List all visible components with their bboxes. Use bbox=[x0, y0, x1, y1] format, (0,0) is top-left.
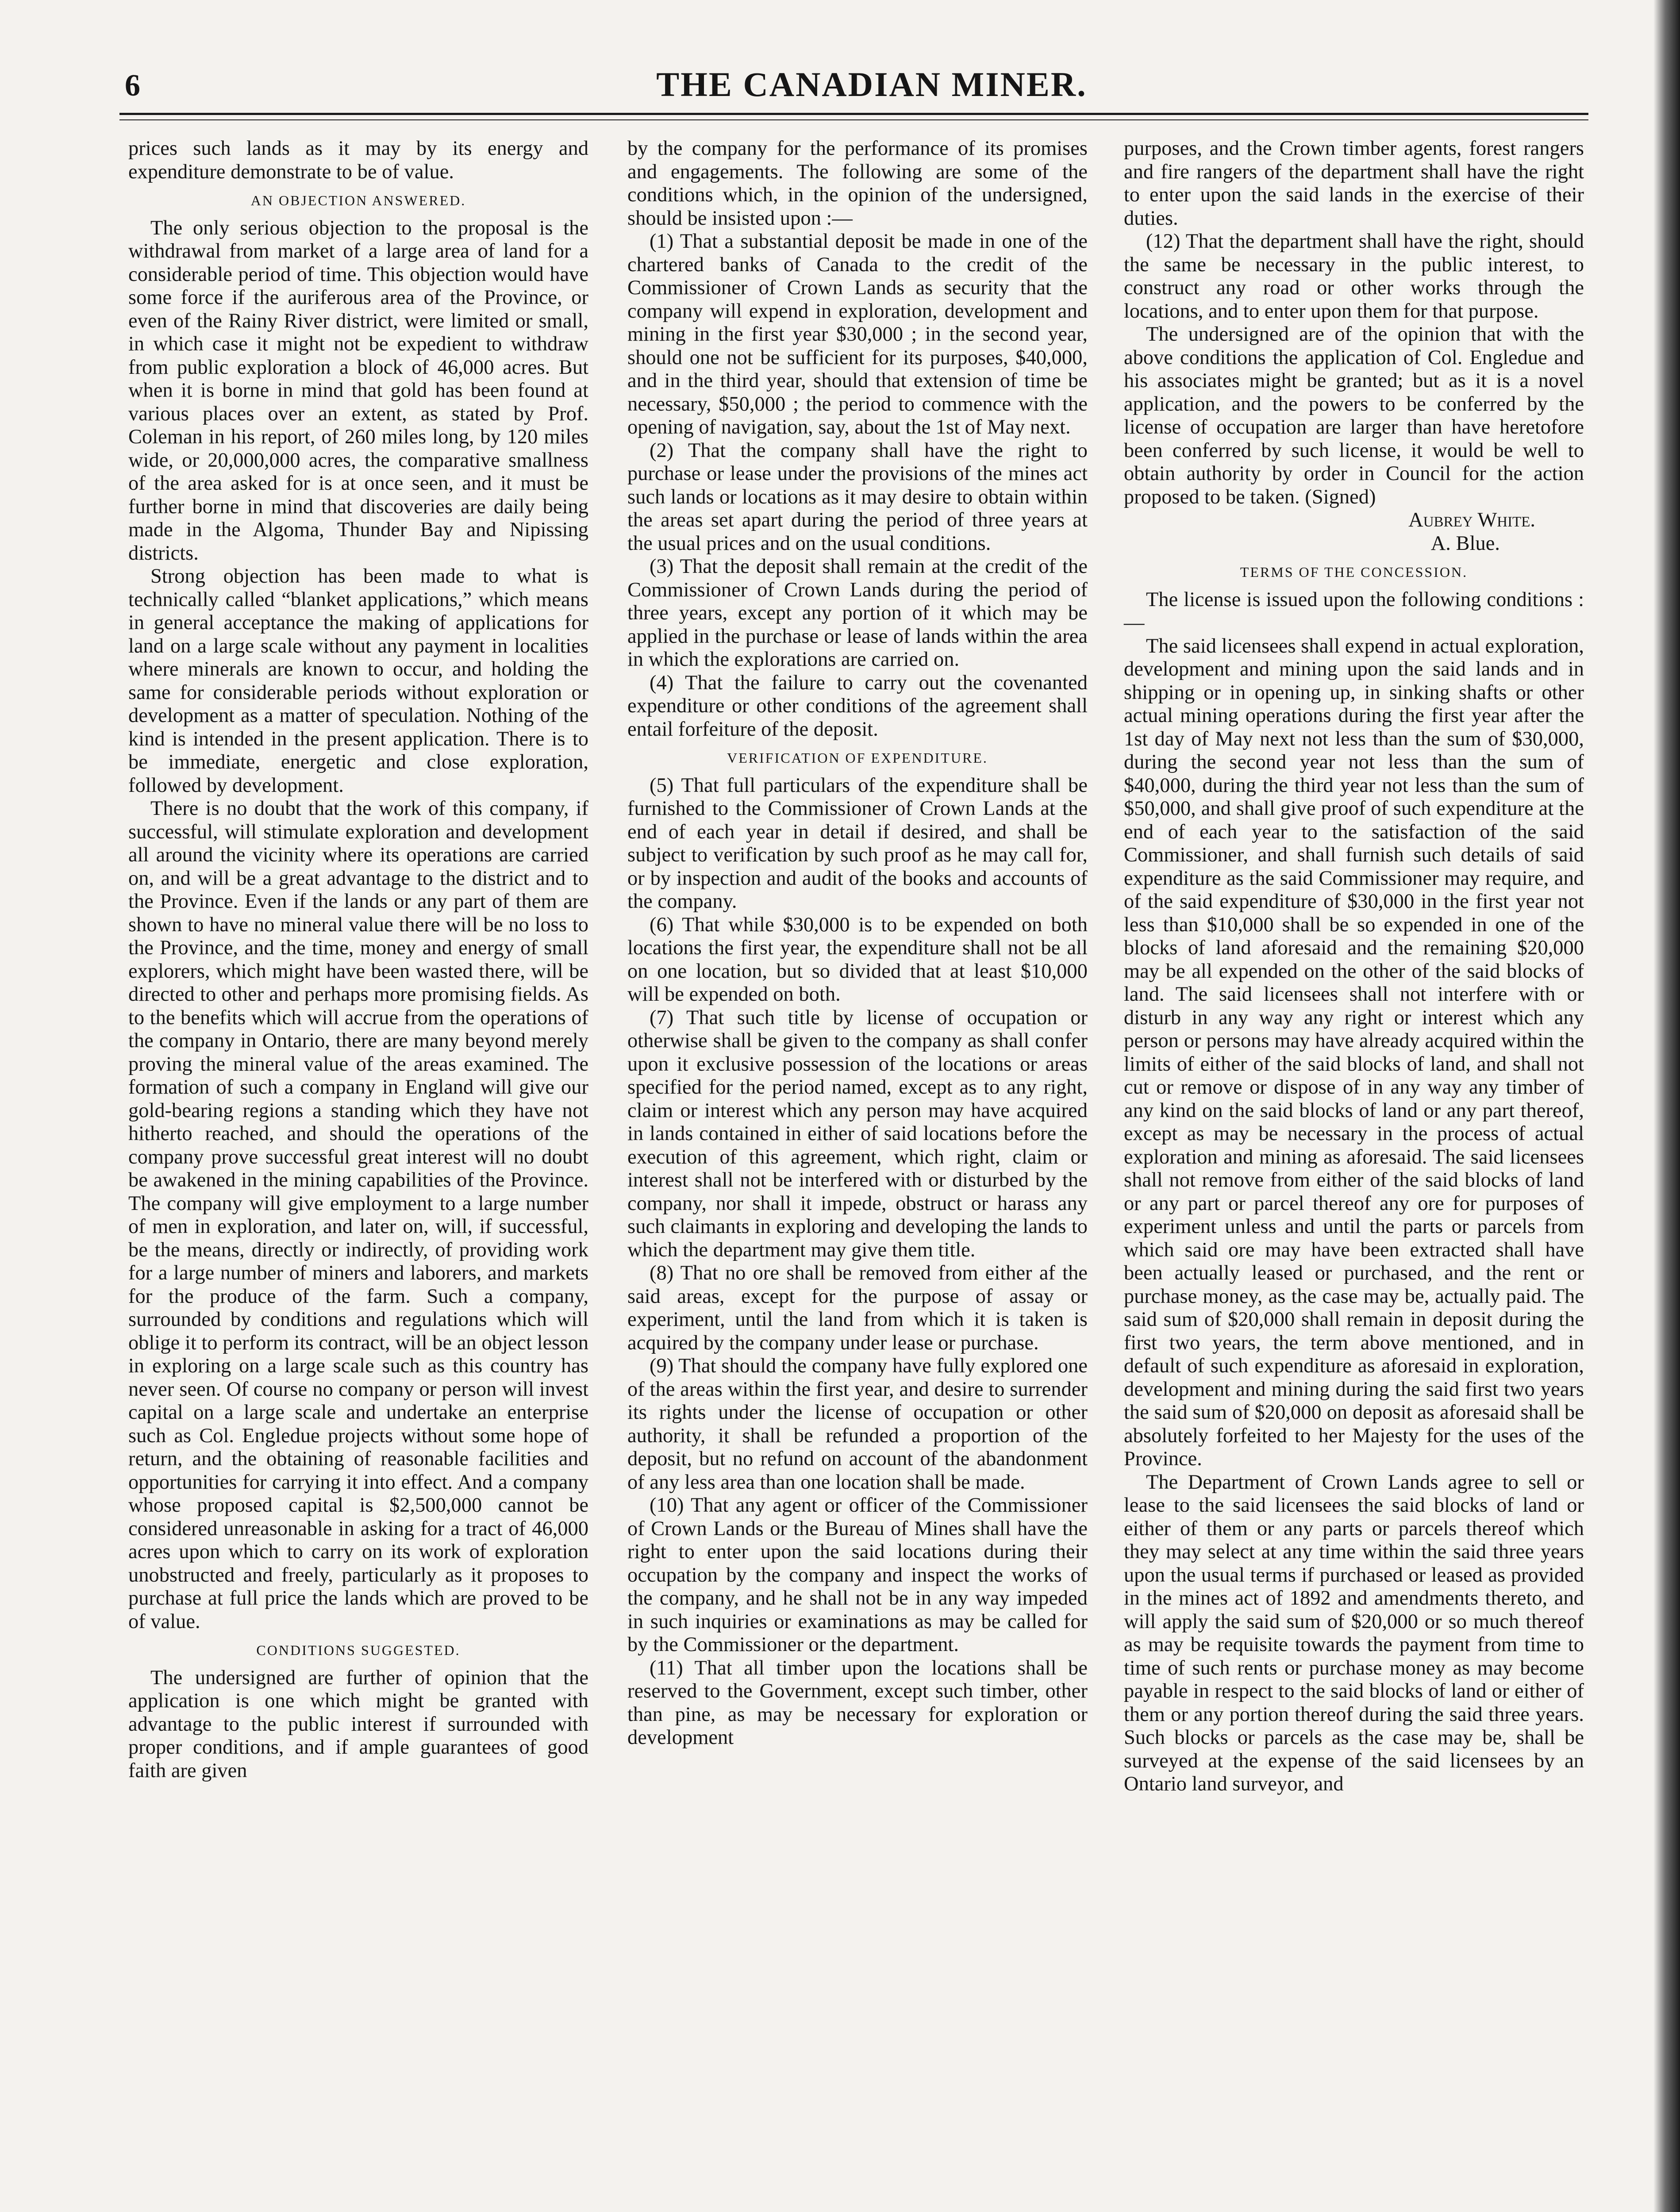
paragraph: (6) That while $30,000 is to be expended on both locations the first year, the expenditure shall not be all on one location, but so divided that at least $10,000 will be expended on both. bbox=[627, 913, 1088, 1006]
paragraph: by the company for the performance of its promises and engagements. The following are some of the conditions which, in the opinion of the undersigned, should be insisted upon :— bbox=[627, 137, 1088, 230]
section-heading: AN OBJECTION ANSWERED. bbox=[250, 192, 466, 208]
signature-name: Aubrey White. bbox=[1408, 509, 1535, 531]
paragraph: The undersigned are of the opinion that with the above conditions the application of Col. Engledue and his associates might be granted; but as it is a novel application, and the powers to be conferred by the license of occupation are larger than have heretofore been conferred by such license, it would be well to obtain authority by order in Council for the action proposed to be taken. (Signed) bbox=[1124, 323, 1584, 508]
paragraph: prices such lands as it may by its energy and expenditure demonstrate to be of value. bbox=[128, 137, 588, 183]
paragraph: (1) That a substantial deposit be made in one of the chartered banks of Canada to the credit of the Commissioner of Crown Lands as security that the company will expend in exploration, development and mining in the first year $30,000 ; in the second year, should one not be sufficient for its purposes, $40,000, and in the third year, should that extension of time be necessary, $50,000 ; the period to commence with the opening of navigation, say, about the 1st of May next. bbox=[627, 230, 1088, 438]
paragraph: (8) That no ore shall be removed from either af the said areas, except for the purpose of assay or experiment, until the land from which it is taken is acquired by the company under lease or purchase. bbox=[627, 1262, 1088, 1354]
header-rule bbox=[119, 113, 1588, 115]
paragraph: The only serious objection to the proposal is the withdrawal from market of a large area of land for a considerable period of time. This objection would have some force if the auriferous area of the Province, or even of the Rainy River district, were limited or small, in which case it might not be expedient to withdraw from public exploration a block of 46,000 acres. But when it is borne in mind that gold has been found at various places over an extent, as stated by Prof. Coleman in his report, of 260 miles long, by 120 miles wide, or 20,000,000 acres, the comparative smallness of the area asked for is at once seen, and it must be further borne in mind that discoveries are daily being made in the Algoma, Thunder Bay and Nipissing districts. bbox=[128, 216, 588, 565]
paragraph: (12) That the department shall have the right, should the same be necessary in the public interest, to construct any road or other works through the locations, and to enter upon them for that purpose. bbox=[1124, 230, 1584, 323]
signature-name: A. Blue. bbox=[1430, 532, 1500, 555]
column-right bbox=[1124, 137, 1584, 1796]
section-heading: VERIFICATION OF EXPENDITURE. bbox=[727, 750, 988, 766]
binding-edge bbox=[1653, 0, 1680, 2212]
paragraph: The undersigned are further of opinion that the application is one which might be granted with advantage to the public interest if surrounded with proper conditions, and if ample guarantees of good faith are given bbox=[128, 1666, 588, 1782]
paragraph: (10) That any agent or officer of the Commissioner of Crown Lands or the Bureau of Mines shall have the right to enter upon the said locations during their occupation by the company and inspect the works of the company, and he shall not be in any way impeded in such inquiries or examinations as may be called for by the Commissioner or the department. bbox=[627, 1494, 1088, 1656]
paragraph: There is no doubt that the work of this company, if successful, will stimulate exploration and development all around the vicinity where its operations are carried on, and will be a great advantage to the district and to the Province. Even if the lands or any part of them are shown to have no mineral value there will be no loss to the Province, and the time, money and energy of small explorers, which might have been wasted there, will be directed to other and perhaps more promising fields. As to the benefits which will accrue from the operations of the company in Ontario, there are many beyond merely proving the mineral value of the areas examined. The formation of such a company in England will give our gold-bearing regions a standing which they have not hitherto reached, and should the operations of the company prove successful great interest will no doubt be awakened in the mining capabilities of the Province. The company will give employment to a large number of men in exploration, and later on, will, if successful, be the means, directly or indirectly, of providing work for a large number of miners and laborers, and markets for the produce of the farm. Such a company, surrounded by conditions and regulations which will oblige it to perform its contract, will be an object lesson in exploring on a large scale such as this country has never seen. Of course no company or person will invest capital on a large scale and undertake an enterprise such as Col. Engledue projects without some hope of return, and the obtaining of reasonable facilities and opportunities for carrying it into effect. And a company whose proposed capital is $2,500,000 cannot be considered unreasonable in asking for a tract of 46,000 acres upon which to carry on its work of exploration unobstructed and freely, particularly as it proposes to purchase at full price the lands which are proved to be of value. bbox=[128, 797, 588, 1633]
paragraph: (4) That the failure to carry out the covenanted expenditure or other conditions of the agreement shall entail forfeiture of the deposit. bbox=[627, 671, 1088, 741]
column-middle bbox=[627, 137, 1088, 1750]
paragraph: The Department of Crown Lands agree to sell or lease to the said licensees the said blocks of land or either of them or any parts or parcels thereof which they may select at any time within the said three years upon the usual terms if purchased or leased as provided in the mines act of 1892 and amendments thereto, and will apply the said sum of $20,000 or so much thereof as may be requisite towards the payment from time to time of such rents or purchase money as may become payable in respect to the said blocks of land or either of them or any portion thereof during the said three years. Such blocks or parcels as the case may be, shall be surveyed at the expense of the said licensees by an Ontario land surveyor, and bbox=[1124, 1471, 1584, 1795]
column-left bbox=[128, 137, 588, 1782]
masthead-title: THE CANADIAN MINER. bbox=[656, 65, 1087, 104]
paragraph: (7) That such title by license of occupation or otherwise shall be given to the company as shall confer upon it exclusive possession of the locations or areas specified for the period named, except as to any right, claim or interest which any person may have acquired in lands contained in either of said locations before the execution of this agreement, which right, claim or interest shall not be interfered with or disturbed by the company, nor shall it impede, obstruct or harass any such claimants in exploring and developing the lands to which the department may give them title. bbox=[627, 1006, 1088, 1261]
paragraph: The license is issued upon the following conditions :— bbox=[1124, 588, 1584, 634]
header-rule-thin bbox=[119, 119, 1588, 120]
paragraph: The said licensees shall expend in actual exploration, development and mining upon the said lands and in shipping or in opening up, in sinking shafts or other actual mining operations during the first year after the 1st day of May next not less than the sum of $30,000, during the second year not less than the sum of $40,000, during the third year not less than the sum of $50,000, and shall give proof of such expenditure at the end of each year to the satisfaction of the said Commissioner, and shall furnish such details of said expenditure as the said Commissioner may require, and of the said expenditure of $30,000 in the first year not less than $10,000 shall be so expended in one of the blocks of land aforesaid and the remaining $20,000 may be all expended on the other of the said blocks of land. The said licensees shall not interfere with or disturb in any way any right or interest which any person or persons may have already acquired within the limits of either of the said blocks of land, and shall not cut or remove or dispose of in any way any timber of any kind on the said blocks of land or any part thereof, except as may be necessary in the process of actual exploration and mining as aforesaid. The said licensees shall not remove from either of the said blocks of land or any part or parcel thereof any ore for purposes of experiment unless and until the parts or parcels from which said ore may have been extracted shall have been actually leased or purchased, and the rent or purchase money, as the case may be, actually paid. The said sum of $20,000 shall remain in deposit during the first two years, the term above mentioned, and in default of such expenditure as aforesaid in exploration, development and mining during the said first two years the said sum of $20,000 on deposit as aforesaid shall be absolutely forfeited to her Majesty for the uses of the Province. bbox=[1124, 634, 1584, 1470]
section-heading: CONDITIONS SUGGESTED. bbox=[256, 1642, 461, 1658]
paragraph: purposes, and the Crown timber agents, forest rangers and fire rangers of the department shall have the right to enter upon the said lands in the exercise of their duties. bbox=[1124, 137, 1584, 230]
paragraph: (11) That all timber upon the locations shall be reserved to the Government, except such timber, other than pine, as may be necessary for exploration or development bbox=[627, 1656, 1088, 1749]
page-number: 6 bbox=[125, 69, 140, 103]
paragraph: (5) That full particulars of the expenditure shall be furnished to the Commissioner of Crown Lands at the end of each year in detail if desired, and shall be subject to verification by such proof as he may call for, or by inspection and audit of the books and accounts of the company. bbox=[627, 774, 1088, 913]
section-heading: TERMS OF THE CONCESSION. bbox=[1240, 564, 1468, 580]
paragraph: (9) That should the company have fully explored one of the areas within the first year, and desire to surrender its rights under the license of occupation or other authority, it shall be refunded a proportion of the deposit, but no refund on account of the abandonment of any less area than one location shall be made. bbox=[627, 1355, 1088, 1494]
paragraph: Strong objection has been made to what is technically called “blanket applications,” which means in general acceptance the making of applications for land on a large scale without any payment in localities where minerals are known to occur, and holding the same for considerable periods without exploration or development as a matter of speculation. Nothing of the kind is intended in the present application. There is to be immediate, energetic and close exploration, followed by development. bbox=[128, 565, 588, 797]
paragraph: (2) That the company shall have the right to purchase or lease under the provisions of the mines act such lands or locations as it may desire to obtain within the areas set apart during the period of three years at the usual prices and on the usual conditions. bbox=[627, 439, 1088, 555]
paragraph: (3) That the deposit shall remain at the credit of the Commissioner of Crown Lands during the period of three years, except any portion of it which may be applied in the purchase or lease of lands within the area in which the explorations are carried on. bbox=[627, 555, 1088, 671]
